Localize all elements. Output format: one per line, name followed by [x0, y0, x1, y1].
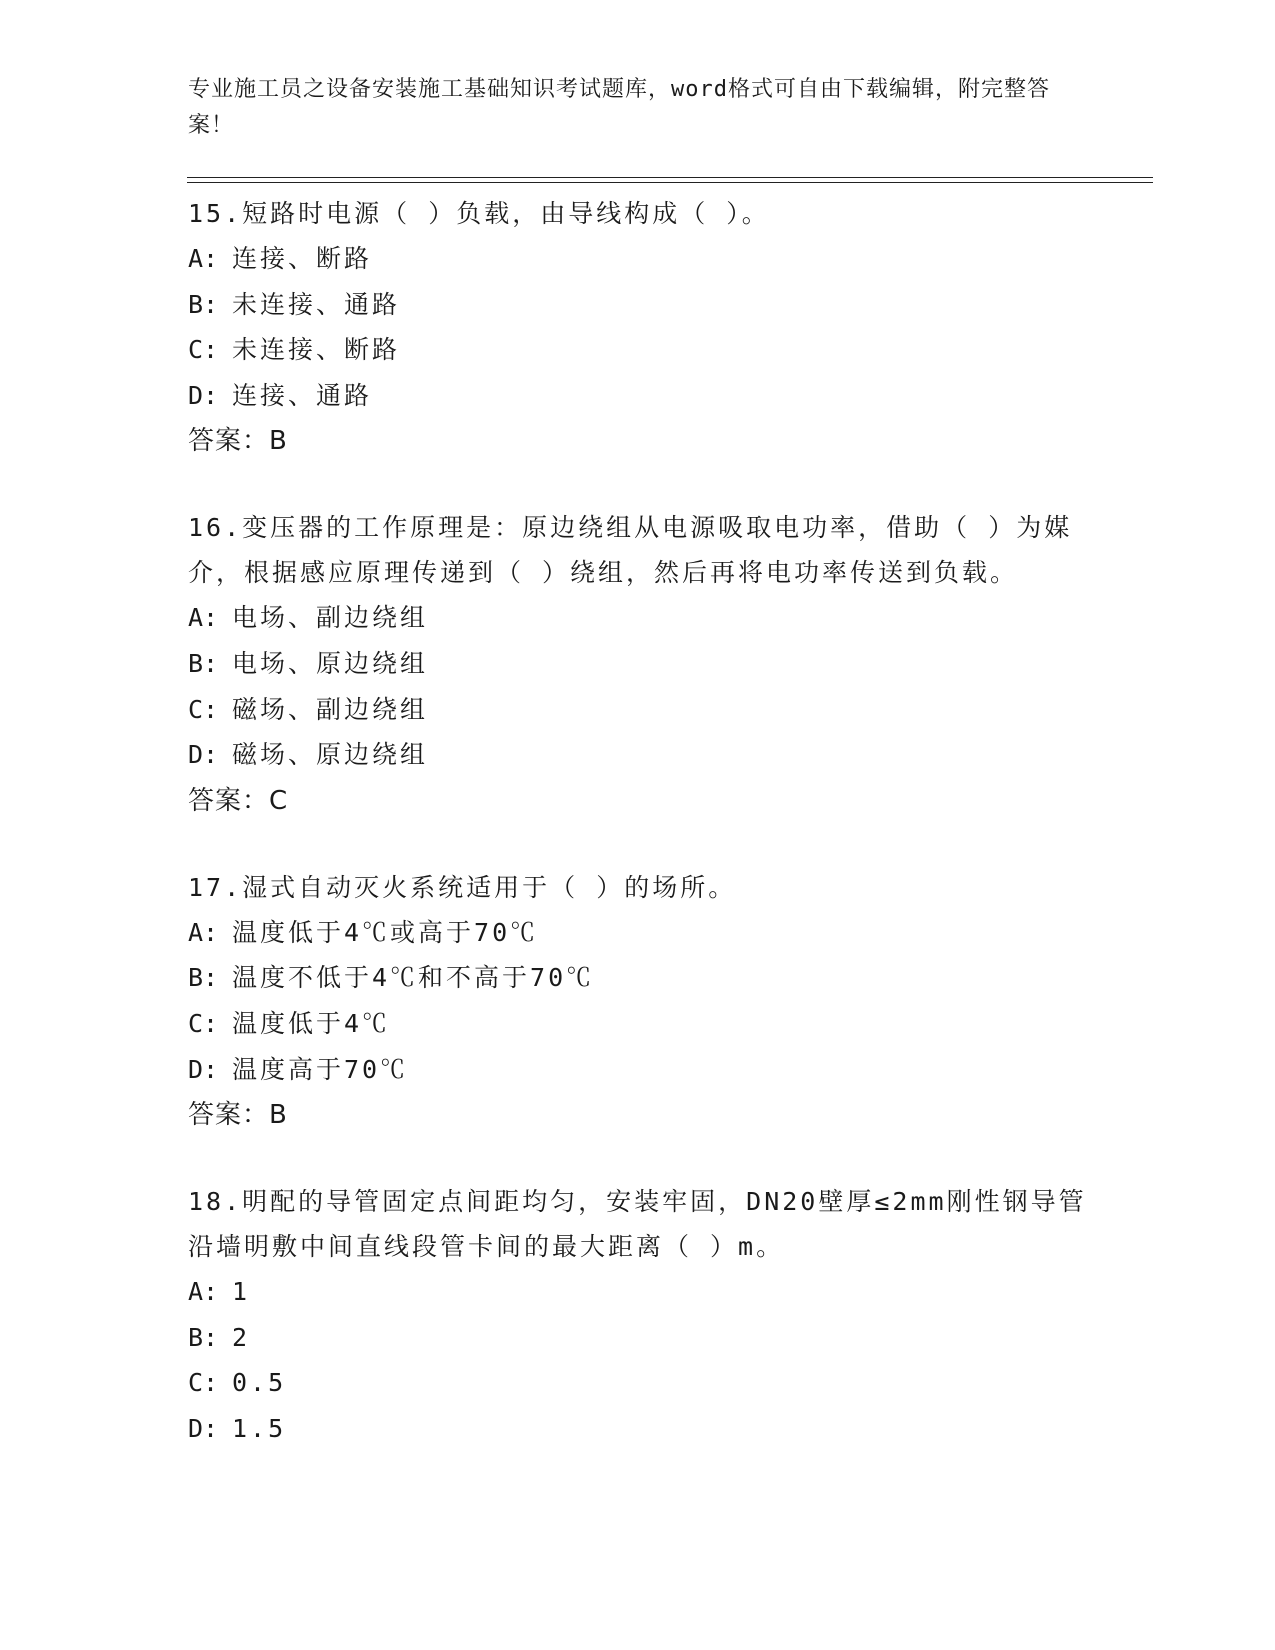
option-key: B: — [188, 963, 219, 993]
document-header: 专业施工员之设备安装施工基础知识考试题库，word格式可自由下载编辑，附完整答案！ — [188, 77, 1050, 138]
option-text: 0.5 — [232, 1368, 287, 1398]
answer-line: 答案：B — [188, 1100, 288, 1131]
option-c — [188, 1001, 1088, 1047]
option-b — [188, 1315, 1088, 1361]
option-text: 温度低于4℃ — [232, 1008, 391, 1038]
option-key: A: — [188, 1277, 219, 1307]
answer-line: 答案：C — [188, 785, 289, 816]
option-b — [188, 955, 1088, 1001]
option-key: B: — [188, 648, 219, 678]
option-key: A: — [188, 244, 219, 273]
option-text: 2 — [232, 1322, 251, 1352]
question-text: 18.明配的导管固定点间距均匀，安装牢固，DN20壁厚≤2mm刚性钢导管沿墙明敷中间直线段管卡间的最大距离（ ）m。 — [188, 1187, 1087, 1262]
option-d — [188, 732, 1088, 778]
option-a — [188, 595, 1088, 641]
option-d — [188, 373, 1088, 419]
option-key: C: — [188, 335, 219, 365]
option-text: 1 — [232, 1277, 251, 1307]
option-c — [188, 327, 1088, 373]
option-b — [188, 282, 1088, 328]
option-key: D: — [188, 740, 219, 770]
option-text: 温度不低于4℃和不高于70℃ — [232, 963, 595, 993]
option-key: A: — [188, 603, 219, 633]
option-key: C: — [188, 694, 219, 724]
option-text: 1.5 — [232, 1413, 287, 1443]
option-key: D: — [188, 1054, 219, 1084]
option-text: 连接、断路 — [232, 244, 373, 273]
header-divider-top — [187, 177, 1153, 178]
option-b — [188, 641, 1088, 687]
question-text: 16.变压器的工作原理是：原边绕组从电源吸取电功率，借助（ ）为媒介，根据感应原理传递到（ ）绕组，然后再将电功率传送到负载。 — [188, 513, 1073, 588]
header-divider-bottom — [187, 182, 1153, 183]
option-c — [188, 687, 1088, 733]
question-18 — [188, 1179, 1088, 1451]
question-17 — [188, 865, 1088, 1138]
option-d — [188, 1406, 1088, 1452]
option-text: 磁场、原边绕组 — [232, 740, 429, 770]
question-15 — [188, 191, 1088, 464]
option-a — [188, 910, 1088, 956]
answer-line: 答案：B — [188, 426, 288, 457]
question-16 — [188, 505, 1088, 823]
question-text: 15.短路时电源（ ）负载，由导线构成（ ）。 — [188, 199, 770, 228]
option-text: 连接、通路 — [232, 380, 373, 410]
option-text: 未连接、断路 — [232, 335, 401, 365]
option-a — [188, 1269, 1088, 1315]
option-text: 温度低于4℃或高于70℃ — [232, 917, 539, 947]
option-text: 温度高于70℃ — [232, 1054, 409, 1084]
option-key: D: — [188, 380, 219, 410]
option-a — [188, 236, 1088, 282]
question-list — [188, 191, 1088, 1493]
option-c — [188, 1360, 1088, 1406]
option-key: A: — [188, 917, 219, 947]
option-d — [188, 1047, 1088, 1093]
option-key: C: — [188, 1008, 219, 1038]
option-text: 电场、原边绕组 — [232, 648, 429, 678]
option-key: B: — [188, 1322, 219, 1352]
option-text: 未连接、通路 — [232, 289, 401, 319]
option-text: 磁场、副边绕组 — [232, 694, 429, 724]
option-key: C: — [188, 1368, 219, 1398]
option-text: 电场、副边绕组 — [232, 603, 429, 633]
option-key: D: — [188, 1413, 219, 1443]
option-key: B: — [188, 289, 219, 319]
question-text: 17.湿式自动灭火系统适用于（ ）的场所。 — [188, 872, 737, 902]
